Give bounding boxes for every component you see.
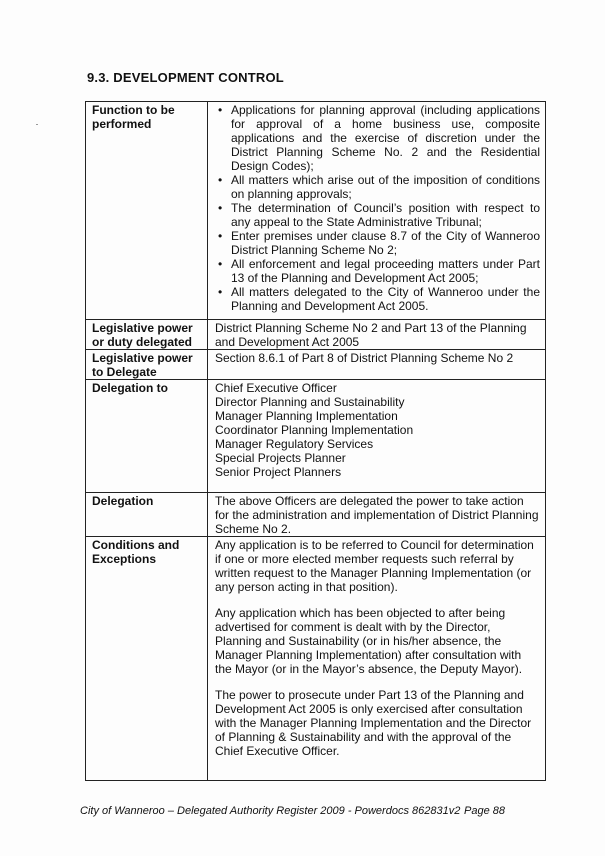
officer-item: Chief Executive Officer [215, 381, 337, 395]
conditions-paragraph: Any application is to be referred to Council for determination if one or more elected member requests such referral by written request to the Manager Planning Implementation (or any person acting in that position). [215, 538, 534, 594]
section-title: 9.3. DEVELOPMENT CONTROL [87, 70, 284, 85]
legislative-power-label: Legislative power or duty delegated [86, 320, 208, 350]
legislative-power-delegate-label: Legislative power to Delegate [86, 350, 208, 380]
legislative-power-value: District Planning Scheme No 2 and Part 13 of the Planning and Development Act 2005 [208, 320, 546, 350]
table-row-conditions [86, 537, 546, 781]
conditions-paragraph: Any application which has been objected to after being advertised for comment is dealt with by the Director, Planning and Sustainability (or in his/her absence, the Manager Planning Implementation) after consultation with the Mayor (or in the Mayor’s absence, the Deputy Mayor). [215, 606, 523, 676]
table-row-delegation [86, 493, 546, 537]
delegation-to-list [208, 380, 546, 493]
function-item: • Enter premises under clause 8.7 of the City of Wanneroo District Planning Scheme No 2; [231, 229, 540, 257]
function-item: • The determination of Council’s position with respect to any appeal to the State Administrative Tribunal; [231, 201, 540, 229]
table-row-delegation-to [86, 380, 546, 493]
table-row-legislative-power [86, 320, 546, 350]
officer-item: Coordinator Planning Implementation [215, 423, 414, 437]
delegation-label: Delegation [86, 493, 208, 537]
table-row-function [86, 102, 546, 320]
delegation-table [85, 101, 546, 781]
scan-speck [36, 124, 38, 125]
function-label: Function to be performed [86, 102, 208, 320]
officer-item: Manager Planning Implementation [215, 409, 398, 423]
footer-text: City of Wanneroo – Delegated Authority Register 2009 - Powerdocs 862831v2 [80, 805, 461, 817]
conditions-content [208, 537, 546, 781]
table-row-legislative-power-delegate [86, 350, 546, 380]
officer-item: Senior Project Planners [215, 465, 342, 479]
conditions-paragraph: The power to prosecute under Part 13 of the Planning and Development Act 2005 is only exercised after consultation with the Manager Planning Implementation and the Director of Planning & Sustainability and with the approval of the Chief Executive Officer. [215, 688, 532, 758]
legislative-power-delegate-value: Section 8.6.1 of Part 8 of District Planning Scheme No 2 [208, 350, 546, 380]
function-list [215, 103, 540, 313]
function-item: • All matters which arise out of the imposition of conditions on planning approvals; [231, 173, 540, 201]
function-item: • Applications for planning approval (including applications for approval of a home business use, composite applications and the exercise of discretion under the District Planning Scheme No. 2 and the Residential Design Codes); [231, 103, 540, 173]
function-content [208, 102, 546, 320]
function-item: • All matters delegated to the City of Wanneroo under the Planning and Development Act 2005. [231, 285, 540, 313]
page-number: Page 88 [464, 805, 505, 817]
officer-item: Special Projects Planner [215, 451, 346, 465]
delegation-value: The above Officers are delegated the power to take action for the administration and implementation of District Planning Scheme No 2. [208, 493, 546, 537]
function-item: • All enforcement and legal proceeding matters under Part 13 of the Planning and Development Act 2005; [231, 257, 540, 285]
officer-item: Manager Regulatory Services [215, 437, 374, 451]
conditions-label: Conditions and Exceptions [86, 537, 208, 781]
officer-item: Director Planning and Sustainability [215, 395, 405, 409]
delegation-to-label: Delegation to [86, 380, 208, 493]
